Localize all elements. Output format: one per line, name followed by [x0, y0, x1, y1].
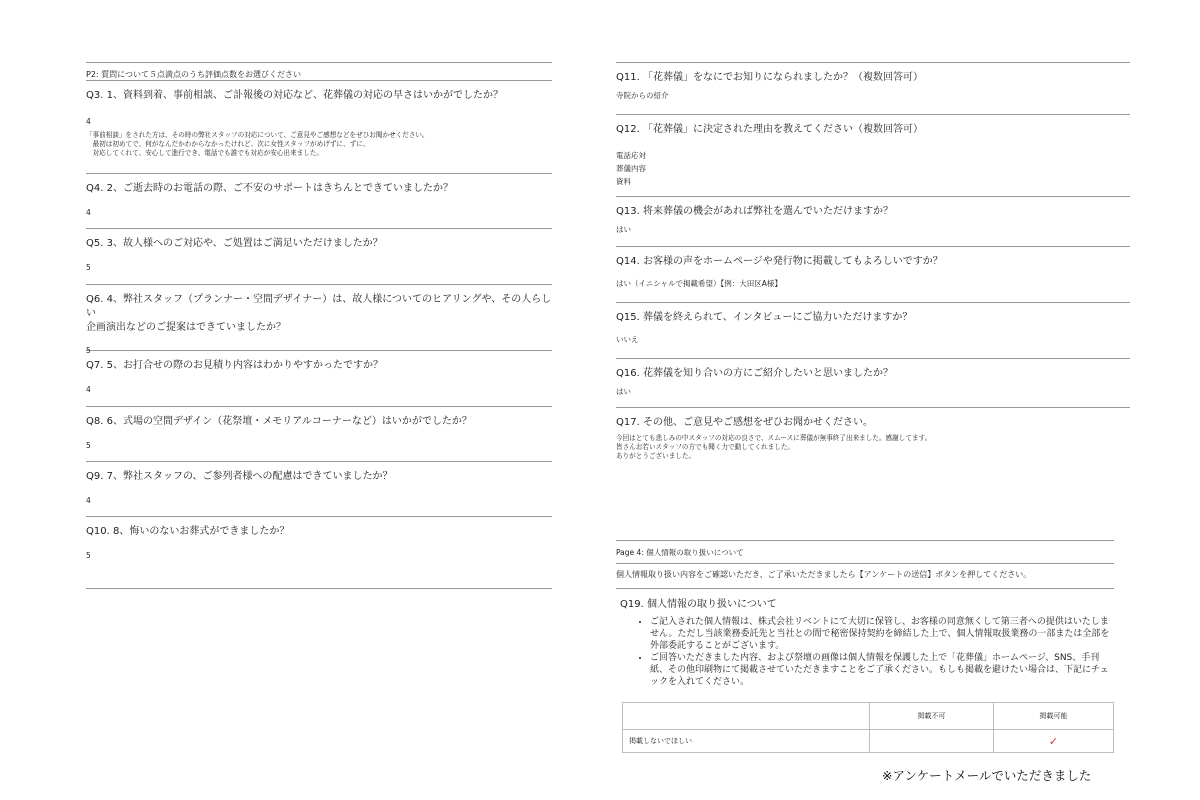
- option-allowed[interactable]: [994, 730, 1114, 753]
- question-title: Q12. 「花葬儀」に決定された理由を教えてください（複数回答可）: [616, 124, 923, 135]
- page4-header: Page 4: 個人情報の取り扱いについて: [616, 540, 1114, 564]
- consent-table: [622, 702, 1114, 753]
- question-title: Q11. 「花葬儀」をなにでお知りになられましたか？（複数回答可）: [616, 72, 923, 83]
- q19-title: Q19. 個人情報の取り扱いについて: [620, 599, 777, 610]
- answer-value: はい（イニシャルで掲載希望）【例：大田区A様】: [616, 279, 782, 288]
- left-column: [86, 62, 552, 589]
- col-not-allowed: 掲載不可: [870, 703, 994, 730]
- question-q16: [616, 359, 1130, 408]
- comment-line: 最初は初めてで、何がなんだかわからなかったけれど、次に女性スタッフがめげずに、ずに、: [86, 140, 370, 148]
- question-q8: [86, 407, 552, 462]
- question-title: Q13. 将来葬儀の機会があれば弊社を選んでいただけますか？: [616, 206, 893, 217]
- privacy-bullet: • ご記入された個人情報は、株式会社リベントにて大切に保管し、お客様の同意無くして第三者への提供はいたしません。ただし当該業務委託先と当社との間で秘密保持契約を締結した上で、個人情報取扱業務の一部または全部を外部委託することがございます。: [650, 616, 1114, 652]
- answer-value: 5: [86, 346, 91, 355]
- question-q12: [616, 115, 1130, 197]
- row-label: 掲載しないでほしい: [623, 730, 870, 753]
- question-title: Q8. 6、式場の空間デザイン（花祭壇・メモリアルコーナーなど）はいかがでしたか？: [86, 416, 472, 427]
- question-q5: [86, 229, 552, 285]
- privacy-bullet: • ご回答いただきました内容、および祭壇の画像は個人情報を保護した上で「花葬儀」ホームページ、SNS、手刊紙、その他印刷物にて掲載させていただきますことをご了承ください。もしも掲載を避けたい場合は、下記にチェックを入れてください。: [650, 652, 1114, 688]
- question-title: Q17. その他、ご意見やご感想をぜひお聞かせください。: [616, 417, 873, 428]
- page4-section: [616, 540, 1114, 748]
- right-column: [616, 62, 1130, 478]
- comment-line: 「事前相談」をされた方は、その時の弊社スタッフの対応について、ご意見やご感想などをぜひお聞かせください。: [86, 131, 429, 139]
- answer-value: 4: [86, 117, 91, 126]
- question-title: Q15. 葬儀を終えられて、インタビューにご協力いただけますか？: [616, 312, 913, 323]
- question-title: Q5. 3、故人様へのご対応や、ご処置はご満足いただけましたか？: [86, 238, 383, 249]
- answer-value: 葬儀内容: [616, 164, 646, 173]
- question-title: Q6. 4、弊社スタッフ（プランナー・空間デザイナー）は、故人様についてのヒアリングや、その人らしい: [86, 294, 552, 319]
- comment-line: 今回はとても悲しみの中スタッフの対応の良さで、スムースに葬儀が無事終了出来ました。感謝してます。: [616, 434, 932, 442]
- answer-value: 4: [86, 385, 91, 394]
- question-title: Q7. 5、お打合せの際のお見積り内容はわかりやすかったですか？: [86, 360, 383, 371]
- option-not-allowed[interactable]: [870, 730, 994, 753]
- question-q9: [86, 462, 552, 517]
- page4-instruction: 個人情報取り扱い内容をご確認いただき、ご了承いただきましたら【アンケートの送信】ボタンを押してください。: [616, 564, 1114, 589]
- table-header-blank: [623, 703, 870, 730]
- answer-list: [616, 149, 1130, 188]
- question-q6: [86, 285, 552, 355]
- question-q4: [86, 174, 552, 229]
- answer-value: 4: [86, 208, 91, 217]
- footnote: ※アンケートメールでいただきました: [882, 768, 1092, 783]
- comment-line: 皆さんお若いスタッフの方でも聞く力で動してくれました。: [616, 443, 795, 451]
- comment-line: ありがとうございました。: [616, 452, 696, 460]
- question-q17: [616, 408, 1130, 478]
- question-title-continued: 企画演出などのご提案はできていましたか？: [86, 322, 286, 333]
- question-q7: [86, 351, 552, 407]
- question-q13: [616, 197, 1130, 247]
- answer-value: はい: [616, 387, 631, 396]
- page2-header: P2: 質問について５点満点のうち評価点数をお選びください: [86, 70, 301, 79]
- comment-text: [616, 434, 1130, 461]
- question-q14: [616, 247, 1130, 303]
- comment-text: [86, 131, 552, 158]
- question-title: Q9. 7、弊社スタッフの、ご参列者様への配慮はできていましたか？: [86, 471, 393, 482]
- privacy-bullets: [616, 616, 1114, 688]
- answer-value: いいえ: [616, 335, 639, 344]
- question-q11: [616, 63, 1130, 115]
- answer-value: 電話応対: [616, 151, 646, 160]
- question-title: Q3. 1、資料到着、事前相談、ご訃報後の対応など、花葬儀の対応の早さはいかがでしたか？: [86, 90, 503, 101]
- question-title: Q16. 花葬儀を知り合いの方にご紹介したいと思いましたか？: [616, 368, 893, 379]
- answer-value: 4: [86, 496, 91, 505]
- comment-line: 対応してくれて、安心して進行でき、電話でも誰でも対応が安心出来ました。: [86, 149, 323, 157]
- check-icon: ✓: [1048, 734, 1059, 748]
- answer-value: 寺院からの紹介: [616, 91, 669, 100]
- answer-value: 資料: [616, 177, 631, 186]
- question-q10: [86, 517, 552, 589]
- answer-value: 5: [86, 551, 91, 560]
- col-allowed: 掲載可能: [994, 703, 1114, 730]
- question-title: Q14. お客様の声をホームページや発行物に掲載してもよろしいですか？: [616, 256, 943, 267]
- question-title: Q4. 2、ご逝去時のお電話の際、ご不安のサポートはきちんとできていましたか？: [86, 183, 453, 194]
- question-title: Q10. 8、悔いのないお葬式ができましたか？: [86, 526, 290, 537]
- answer-value: はい: [616, 225, 631, 234]
- answer-value: 5: [86, 263, 91, 272]
- question-q3: [86, 81, 552, 174]
- question-q15: [616, 303, 1130, 359]
- answer-value: 5: [86, 441, 91, 450]
